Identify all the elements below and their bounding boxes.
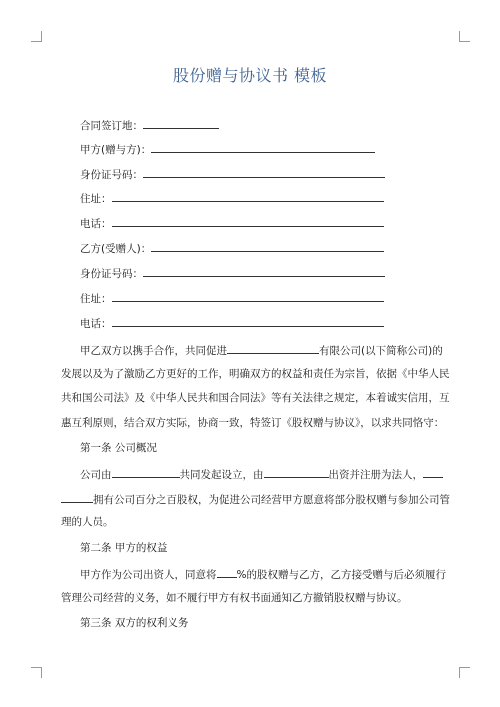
article2-heading: 第二条 甲方的权益 (80, 542, 168, 554)
document-title: 股份赠与协议书 模板 (172, 66, 328, 85)
tel-b-label: 电话： (80, 318, 112, 330)
party-b-field (80, 240, 384, 256)
art2-text-a: 甲方作为公司出资人，同意将 (80, 569, 217, 581)
article2-line2: 管理公司经营的义务，如不履行甲方有权书面通知乙方撤销股权赠与协议。 (61, 592, 408, 604)
legal-person-blank[interactable] (423, 466, 443, 478)
article1-line1 (80, 466, 443, 482)
article1-line2 (61, 491, 450, 507)
sign-place-label: 合同签订地： (80, 120, 143, 132)
percent-blank[interactable] (217, 566, 237, 578)
corner-mark-bottom-left (31, 667, 42, 678)
addr-b-label: 住址： (80, 293, 112, 305)
id-b-label: 身份证号码： (80, 268, 143, 280)
art1-text-b: 共同发起设立，由 (179, 469, 264, 481)
id-b-field (80, 265, 385, 281)
corner-mark-top-left (31, 31, 42, 42)
owner-blank[interactable] (61, 491, 93, 503)
para1-text-a: 甲乙双方以携手合作，共同促进 (80, 345, 227, 357)
company-name-blank[interactable] (227, 342, 319, 354)
para1-line1 (80, 342, 443, 358)
article1-line3: 理的人员。 (61, 516, 114, 528)
article3-heading: 第三条 双方的权利义务 (80, 617, 189, 629)
article1-heading: 第一条 公司概况 (80, 442, 157, 454)
para1-line4: 惠互利原则，结合双方实际，协商一致，特签订《股权赠与协议》，以求共同恪守： (61, 417, 445, 429)
party-a-blank[interactable] (151, 141, 375, 153)
tel-a-label: 电话： (80, 218, 112, 230)
id-a-label: 身份证号码： (80, 169, 143, 181)
party-a-label: 甲方(赠与方)： (80, 144, 152, 156)
sign-place-blank[interactable] (143, 117, 219, 129)
art1-text-a: 公司由 (80, 469, 112, 481)
addr-a-label: 住址： (80, 193, 112, 205)
party-b-label: 乙方(受赠人)： (80, 243, 152, 255)
addr-b-field (80, 290, 384, 306)
sign-place-field (80, 117, 219, 133)
corner-mark-top-right (459, 31, 470, 42)
art2-text-b: %的股权赠与乙方，乙方接受赠与后必须履行 (236, 569, 446, 581)
article2-line1 (80, 566, 446, 582)
id-a-field (80, 166, 385, 182)
party-b-blank[interactable] (151, 240, 384, 252)
para1-line3: 共和国公司法》及《中华人民共和国合同法》等有关法律之规定，本着诚实信用，互 (61, 392, 450, 404)
para1-line2: 发展以及为了激励乙方更好的工作，明确双方的权益和责任为宗旨，依据《中华人民 (61, 368, 450, 380)
addr-a-blank[interactable] (112, 190, 384, 202)
founders-blank[interactable] (112, 466, 180, 478)
id-a-blank[interactable] (143, 166, 385, 178)
investor-blank[interactable] (264, 466, 329, 478)
para1-text-b: 有限公司(以下简称公司)的 (319, 345, 443, 357)
corner-mark-bottom-right (459, 667, 470, 678)
addr-b-blank[interactable] (112, 290, 384, 302)
tel-b-field (80, 315, 384, 331)
tel-a-blank[interactable] (112, 215, 384, 227)
tel-a-field (80, 215, 384, 231)
addr-a-field (80, 190, 384, 206)
tel-b-blank[interactable] (112, 315, 384, 327)
id-b-blank[interactable] (143, 265, 385, 277)
art1-text-c: 出资并注册为法人， (328, 469, 423, 481)
art1-text-d: 拥有公司百分之百股权，为促进公司经营甲方愿意将部分股权赠与参加公司管 (93, 494, 450, 506)
party-a-field (80, 141, 375, 157)
